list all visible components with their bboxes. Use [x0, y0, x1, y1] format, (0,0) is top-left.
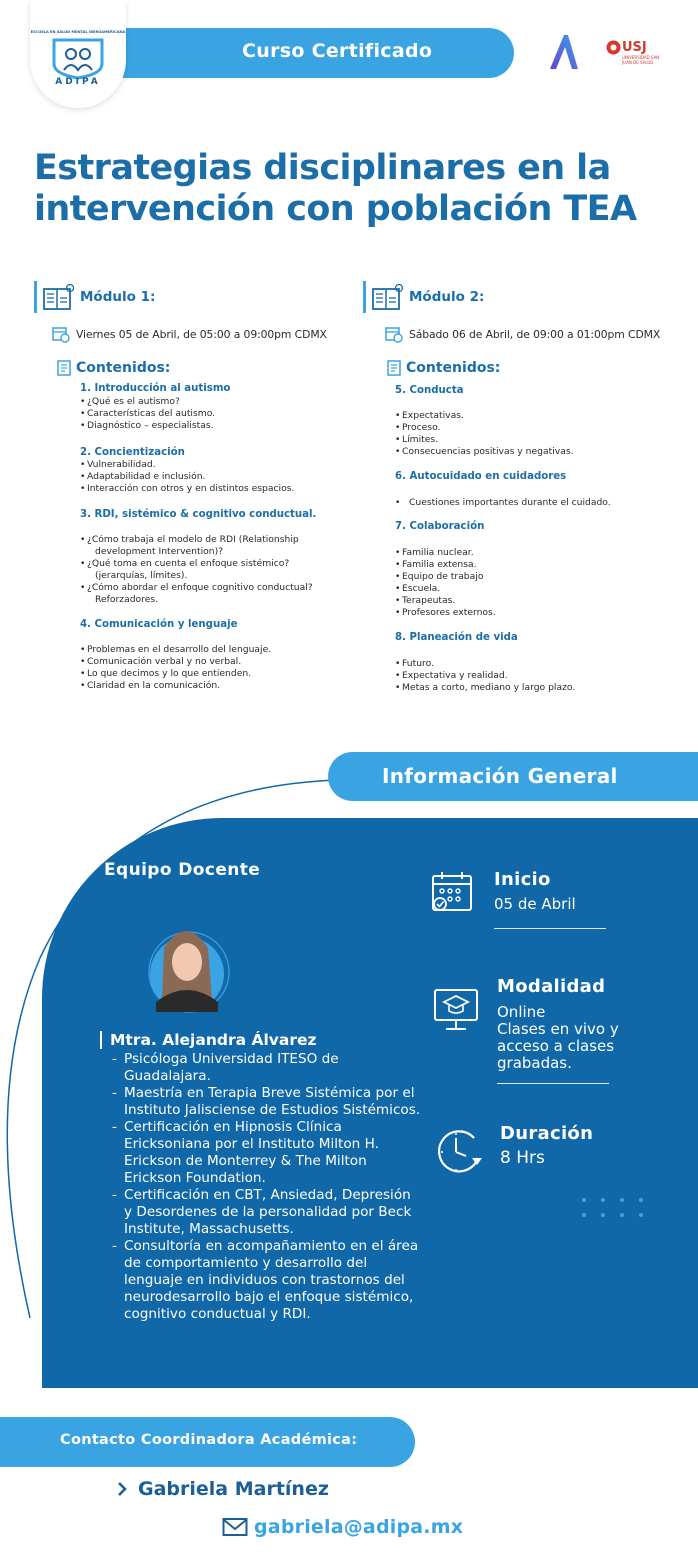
module-2-contents-heading	[386, 359, 500, 377]
list-item: • Vulnerabilidad.	[80, 459, 360, 471]
modality-line: acceso a clases	[497, 1037, 615, 1055]
list-item: • Metas a corto, mediano y largo plazo.	[395, 682, 675, 694]
start-value: 05 de Abril	[494, 895, 576, 913]
module-2-label: Módulo 2:	[409, 289, 485, 305]
list-item: • Profesores externos.	[395, 607, 675, 619]
list-item: • Claridad en la comunicación.	[80, 680, 360, 692]
adipa-shield-icon	[40, 24, 116, 80]
list-item: • Escuela.	[395, 583, 675, 595]
teacher-cv-list	[112, 1051, 422, 1323]
list-item: • Terapeutas.	[395, 595, 675, 607]
adipa-logo	[30, 0, 126, 108]
modality-label: Modalidad	[497, 976, 606, 997]
contact-title: Contacto Coordinadora Académica:	[60, 1432, 358, 1448]
online-class-icon	[432, 986, 482, 1034]
coordinator-name: Gabriela Martínez	[138, 1478, 329, 1500]
section-title: 1. Introducción al autismo	[80, 383, 231, 394]
module-1-contents-label: Contenidos:	[76, 360, 171, 376]
section-title: 3. RDI, sistémico & cognitivo conductual.	[80, 509, 317, 520]
calendar-icon	[430, 870, 476, 916]
list-item: • Familia nuclear.	[395, 547, 675, 559]
header-title: Curso Certificado	[242, 40, 433, 62]
calendar-clock-icon	[385, 325, 403, 343]
module-1-date-row	[52, 325, 327, 343]
mail-icon	[222, 1517, 248, 1537]
list-item-text: ¿Cómo trabaja el modelo de RDI (Relationship	[87, 534, 299, 545]
cv-item: - Consultoría en acompañamiento en el área de comportamiento y desarrollo del lenguaje en individuos con trastornos del neurodesarrollo bajo el enfoque sistémico, cognitivo conductual y RDI.	[112, 1238, 422, 1323]
book-icon	[371, 282, 405, 312]
module-2-date-row	[385, 325, 660, 343]
list-item-text: ¿Qué toma en cuenta el enfoque sistémico?	[87, 558, 290, 569]
usj-subtitle: UNIVERSIDAD SAN JUAN DE SALUD	[622, 55, 660, 65]
section-list	[80, 534, 360, 606]
section-title: 8. Planeación de vida	[395, 632, 518, 643]
decorative-dots	[580, 1196, 650, 1220]
list-item-continuation: (jerarquías, límites).	[95, 570, 188, 581]
course-title: Estrategias disciplinares en la intervención con población TEA	[34, 148, 637, 229]
usj-seal-icon	[606, 40, 621, 55]
modality-line: grabadas.	[497, 1054, 572, 1072]
section-list	[80, 396, 360, 432]
modality-line: Online	[497, 1003, 546, 1021]
list-item: • ¿Qué es el autismo?	[80, 396, 360, 408]
document-icon	[56, 359, 74, 377]
section-title: 4. Comunicación y lenguaje	[80, 619, 238, 630]
list-item: • Cuestiones importantes durante el cuidado.	[395, 497, 675, 509]
cv-item: - Maestría en Terapia Breve Sistémica por el Instituto Jalisciense de Estudios Sistémicos.	[112, 1085, 422, 1119]
list-item: • Interacción con otros y en distintos espacios.	[80, 483, 360, 495]
list-item: • Consecuencias positivas y negativas.	[395, 446, 675, 458]
section-list	[395, 658, 675, 694]
list-item: • Límites.	[395, 434, 675, 446]
duration-label: Duración	[500, 1123, 594, 1144]
list-item: • Adaptabilidad e inclusión.	[80, 471, 360, 483]
list-item	[80, 558, 360, 582]
duration-value: 8 Hrs	[500, 1148, 545, 1168]
list-item-continuation: Reforzadores.	[95, 594, 159, 605]
modality-divider	[497, 1083, 609, 1084]
email-row[interactable]	[222, 1516, 463, 1538]
cv-item: - Certificación en CBT, Ansiedad, Depresión y Desordenes de la personalidad por Beck Institute, Massachusetts.	[112, 1187, 422, 1238]
module-1-label: Módulo 1:	[80, 289, 156, 305]
email-link[interactable]: gabriela@adipa.mx	[254, 1516, 464, 1538]
cv-item: - Certificación en Hipnosis Clínica Ericksoniana por el Instituto Milton H. Erickson de Monterrey & The Milton Erickson Foundation.	[112, 1119, 422, 1187]
section-list	[395, 497, 675, 509]
section-list	[395, 410, 675, 458]
section-title: 2. Concientización	[80, 447, 185, 458]
section-list	[395, 547, 675, 619]
section-title: 7. Colaboración	[395, 521, 485, 532]
list-item-text: ¿Cómo abordar el enfoque cognitivo conductual?	[87, 582, 313, 593]
teacher-avatar	[134, 920, 244, 1014]
list-item: • Comunicación verbal y no verbal.	[80, 656, 360, 668]
list-item-continuation: development Intervention)?	[95, 546, 224, 557]
clock-icon	[434, 1126, 486, 1176]
list-item: • Proceso.	[395, 422, 675, 434]
adipa-tagline: ESCUELA EN SALUD MENTAL IBEROAMERICANA	[30, 30, 126, 34]
start-divider	[494, 928, 606, 929]
start-label: Inicio	[494, 869, 551, 890]
list-item: • Familia extensa.	[395, 559, 675, 571]
chevron-right-icon	[116, 1480, 128, 1498]
teaching-team-title: Equipo Docente	[104, 860, 261, 880]
section-list	[80, 644, 360, 692]
list-item: • Lo que decimos y lo que entienden.	[80, 668, 360, 680]
list-item: • Expectativas.	[395, 410, 675, 422]
calendar-clock-icon	[52, 325, 70, 343]
module-1-heading	[34, 281, 155, 313]
general-info-title: Información General	[382, 764, 618, 788]
module-2-heading	[363, 281, 484, 313]
book-icon	[42, 282, 76, 312]
adipa-wordmark: ADIPA	[55, 77, 101, 87]
document-icon	[386, 359, 404, 377]
list-item: • Características del autismo.	[80, 408, 360, 420]
coordinator-row	[116, 1478, 329, 1500]
modality-line: Clases en vivo y	[497, 1020, 619, 1038]
section-list	[80, 459, 360, 495]
list-item	[80, 582, 360, 606]
module-2-contents-label: Contenidos:	[406, 360, 501, 376]
section-title: 5. Conducta	[395, 385, 464, 396]
usj-wordmark: USJ	[622, 40, 647, 55]
module-1-date: Viernes 05 de Abril, de 05:00 a 09:00pm CDMX	[76, 327, 327, 341]
list-item	[80, 534, 360, 558]
a-brand-logo	[546, 33, 582, 71]
list-item: • Equipo de trabajo	[395, 571, 675, 583]
teacher-name: Mtra. Alejandra Álvarez	[110, 1031, 317, 1049]
list-item: • Problemas en el desarrollo del lenguaje.	[80, 644, 360, 656]
teacher-name-row	[100, 1031, 317, 1049]
list-item: • Futuro.	[395, 658, 675, 670]
cv-item: - Psicóloga Universidad ITESO de Guadalajara.	[112, 1051, 422, 1085]
modality-value	[497, 1004, 619, 1072]
module-2-date: Sábado 06 de Abril, de 09:00 a 01:00pm CDMX	[409, 327, 661, 341]
list-item: • Diagnóstico – especialistas.	[80, 420, 360, 432]
module-1-contents-heading	[56, 359, 170, 377]
section-title: 6. Autocuidado en cuidadores	[395, 471, 567, 482]
list-item: • Expectativa y realidad.	[395, 670, 675, 682]
